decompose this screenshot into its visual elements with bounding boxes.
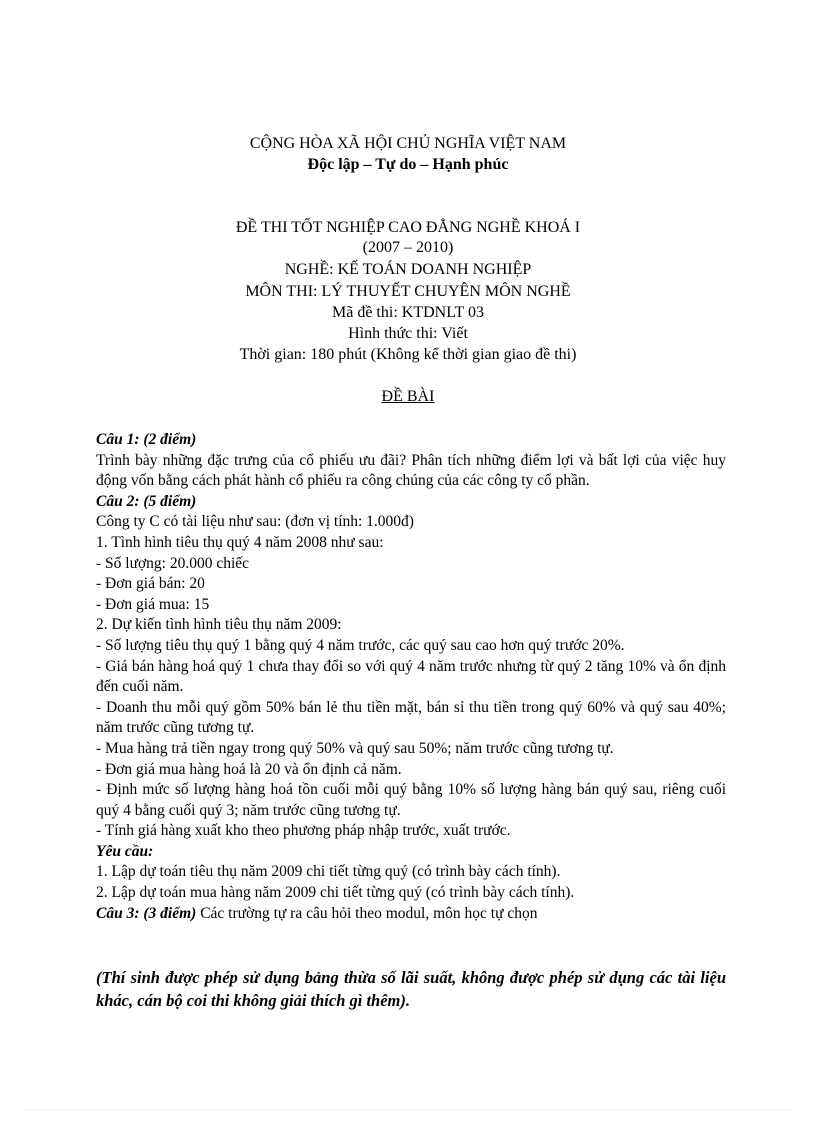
question-3 [96,904,726,925]
question-2-line: - Mua hàng trả tiền ngay trong quý 50% và quý sau 50%; năm trước cũng tương tự. [96,739,614,757]
exam-subject: MÔN THI: LÝ THUYẾT CHUYÊN MÔN NGHỀ [245,283,571,300]
requirement-label: Yêu cầu: [96,842,154,860]
exam-title: ĐỀ THI TỐT NGHIỆP CAO ĐẲNG NGHỀ KHOÁ I [235,219,581,236]
exam-profession: NGHỀ: KẾ TOÁN DOANH NGHIỆP [284,261,532,278]
question-2-line: - Định mức số lượng hàng hoá tồn cuối mỗi quý bằng 10% số lượng hàng bán quý sau, riêng cuối quý 4 bằng cuối quý 3; năm trước cũng tương tự. [96,781,726,819]
exam-code: Mã đề thi: KTDNLT 03 [332,304,484,321]
exam-time: Thời gian: 180 phút (Không kể thời gian giao đề thi) [239,346,577,363]
question-2-label: Câu 2: (5 điểm) [96,492,197,510]
nation-title: CỘNG HÒA XÃ HỘI CHỦ NGHĨA VIỆT NAM [249,135,567,152]
exam-body [96,430,726,924]
question-2-line: - Doanh thu mỗi quý gồm 50% bán lẻ thu tiền mặt, bán sỉ thu tiền trong quý 60% và quý sau 40%; năm trước cũng tương tự. [96,698,726,737]
exam-form: Hình thức thi: Viết [348,325,468,342]
footer-divider [24,1109,792,1110]
question-2-line: - Số lượng: 20.000 chiếc [96,554,250,572]
requirement-item: 1. Lập dự toán tiêu thụ năm 2009 chi tiết từng quý (có trình bày cách tính). [96,863,561,881]
question-2-line: - Tính giá hàng xuất kho theo phương pháp nhập trước, xuất trước. [96,822,511,840]
question-2-line: 2. Dự kiến tình hình tiêu thụ năm 2009: [96,616,342,634]
question-3-text: Các trường tự ra câu hỏi theo modul, môn học tự chọn [196,904,538,922]
question-2-line: Công ty C có tài liệu như sau: (đơn vị tính: 1.000đ) [96,513,414,531]
requirement-item: 2. Lập dự toán mua hàng năm 2009 chi tiết từng quý (có trình bày cách tính). [96,884,575,902]
question-1-text: Trình bày những đặc trưng của cổ phiếu ưu đãi? Phân tích những điểm lợi và bất lợi của việc huy động vốn bằng cách phát hành cổ phiếu ra công chúng của các công ty cổ phần. [96,451,726,490]
motto: Độc lập – Tự do – Hạnh phúc [307,156,509,173]
question-2-line: - Đơn giá mua: 15 [96,595,210,613]
question-2-line: - Đơn giá mua hàng hoá là 20 và ổn định cả năm. [96,760,402,778]
question-2-line: - Đơn giá bán: 20 [96,575,205,593]
question-2-line: - Giá bán hàng hoá quý 1 chưa thay đổi so với quý 4 năm trước nhưng từ quý 2 tăng 10% và ổn định đến cuối năm. [96,657,726,696]
question-2-line: - Số lượng tiêu thụ quý 1 bằng quý 4 năm trước, các quý sau cao hơn quý trước 20%. [96,636,625,654]
exam-years: (2007 – 2010) [362,239,454,256]
exam-heading: ĐỀ BÀI [381,388,435,405]
question-2-line: 1. Tình hình tiêu thụ quý 4 năm 2008 như sau: [96,533,384,551]
question-3-label: Câu 3: (3 điểm) [96,904,197,922]
exam-note: (Thí sinh được phép sử dụng bảng thừa số lãi suất, không được phép sử dụng các tài liệu khác, cán bộ coi thi không giải thích gì thêm). [96,968,726,1010]
question-1-label: Câu 1: (2 điểm) [96,431,197,448]
